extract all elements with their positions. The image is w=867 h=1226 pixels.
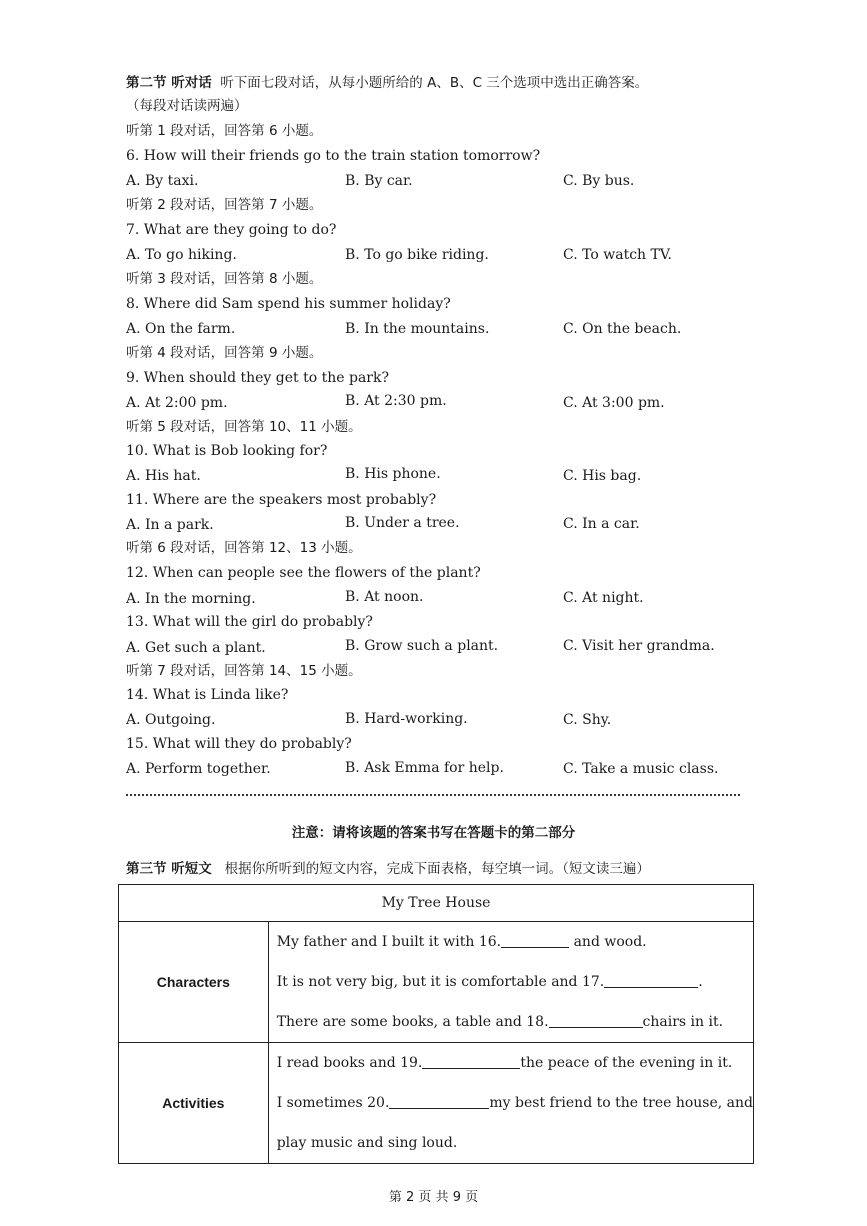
- q15-option-c: C. Take a music class.: [563, 761, 719, 777]
- q8-option-b: B. In the mountains.: [345, 321, 490, 337]
- q10-option-a: A. His hat.: [126, 468, 201, 484]
- q10-option-c: C. His bag.: [563, 468, 642, 484]
- row17-text-after: .: [698, 974, 703, 990]
- table-row-18: [277, 1002, 753, 1042]
- characters-content: [268, 922, 753, 1043]
- dialog-5-heading: 听第 5 段对话，回答第 10、11 小题。: [126, 419, 362, 435]
- section2-title: [126, 74, 648, 92]
- table-row-20: [277, 1083, 753, 1123]
- q13-option-a: A. Get such a plant.: [126, 640, 266, 656]
- section2-instructions: 听下面七段对话，从每小题所给的 A、B、C 三个选项中选出正确答案。: [220, 75, 649, 91]
- blank-19[interactable]: [422, 1054, 520, 1069]
- question-12: 12. When can people see the flowers of the plant?: [126, 565, 481, 581]
- dotted-divider: [126, 794, 740, 796]
- q9-option-b: B. At 2:30 pm.: [345, 393, 447, 409]
- table-row-16: [277, 922, 753, 962]
- q6-option-b: B. By car.: [345, 173, 413, 189]
- dialog-3-heading: 听第 3 段对话，回答第 8 小题。: [126, 271, 323, 287]
- q12-option-c: C. At night.: [563, 590, 644, 606]
- q14-option-a: A. Outgoing.: [126, 712, 216, 728]
- row18-text-before: There are some books, a table and 18.: [276, 1014, 549, 1030]
- table-row-17: [277, 962, 753, 1002]
- page-number: 第 2 页 共 9 页: [388, 1190, 479, 1205]
- tree-house-table: [118, 884, 754, 1164]
- activities-content: [268, 1043, 753, 1164]
- q7-option-a: A. To go hiking.: [126, 247, 237, 263]
- q11-option-a: A. In a park.: [126, 517, 214, 533]
- q11-option-c: C. In a car.: [563, 516, 640, 532]
- q7-option-b: B. To go bike riding.: [345, 247, 489, 263]
- row16-text-after: and wood.: [569, 934, 647, 950]
- q9-option-c: C. At 3:00 pm.: [563, 395, 665, 411]
- question-8: 8. Where did Sam spend his summer holiday?: [126, 296, 451, 312]
- q14-option-c: C. Shy.: [563, 712, 612, 728]
- blank-18[interactable]: [549, 1013, 643, 1028]
- dialog-7-heading: 听第 7 段对话，回答第 14、15 小题。: [126, 663, 362, 679]
- blank-20[interactable]: [389, 1094, 489, 1109]
- question-14: 14. What is Linda like?: [126, 687, 289, 703]
- row19-text-before: I read books and 19.: [276, 1055, 423, 1071]
- section3-heading: 第三节 听短文: [126, 861, 212, 877]
- table-title: My Tree House: [119, 885, 754, 922]
- q8-option-a: A. On the farm.: [126, 321, 236, 337]
- question-6: 6. How will their friends go to the train station tomorrow?: [126, 148, 541, 164]
- question-7: 7. What are they going to do?: [126, 222, 337, 238]
- q6-option-c: C. By bus.: [563, 173, 635, 189]
- row17-text-before: It is not very big, but it is comfortable and 17.: [276, 974, 605, 990]
- q13-option-b: B. Grow such a plant.: [345, 638, 499, 654]
- q12-option-a: A. In the morning.: [126, 591, 256, 607]
- question-15: 15. What will they do probably?: [126, 736, 352, 752]
- q6-option-a: A. By taxi.: [126, 173, 199, 189]
- dialog-2-heading: 听第 2 段对话，回答第 7 小题。: [126, 197, 323, 213]
- q10-option-b: B. His phone.: [345, 466, 441, 482]
- q15-option-b: B. Ask Emma for help.: [345, 760, 504, 776]
- question-10: 10. What is Bob looking for?: [126, 443, 328, 459]
- section2-heading: 第二节 听对话: [126, 75, 212, 91]
- q8-option-c: C. On the beach.: [563, 321, 682, 337]
- q14-option-b: B. Hard-working.: [345, 711, 468, 727]
- row20-text-after: my best friend to the tree house, and: [489, 1095, 753, 1111]
- dialog-6-heading: 听第 6 段对话，回答第 12、13 小题。: [126, 540, 362, 556]
- activities-label: Activities: [119, 1043, 269, 1164]
- row19-text-after: the peace of the evening in it.: [520, 1055, 733, 1071]
- answer-card-note: 注意：请将该题的答案书写在答题卡的第二部分: [291, 825, 576, 841]
- question-9: 9. When should they get to the park?: [126, 370, 389, 386]
- question-13: 13. What will the girl do probably?: [126, 614, 373, 630]
- q13-option-c: C. Visit her grandma.: [563, 638, 715, 654]
- table-row-19: [277, 1043, 753, 1083]
- q9-option-a: A. At 2:00 pm.: [126, 395, 228, 411]
- section3-instructions: 根据你所听到的短文内容，完成下面表格，每空填一词。（短文读三遍）: [224, 861, 650, 877]
- question-11: 11. Where are the speakers most probably?: [126, 492, 437, 508]
- dialog-4-heading: 听第 4 段对话，回答第 9 小题。: [126, 345, 323, 361]
- blank-17[interactable]: [604, 973, 698, 988]
- q12-option-b: B. At noon.: [345, 589, 424, 605]
- q15-option-a: A. Perform together.: [126, 761, 271, 777]
- row16-text-before: My father and I built it with 16.: [276, 934, 502, 950]
- characters-label: Characters: [119, 922, 269, 1043]
- blank-16[interactable]: [501, 933, 569, 948]
- section3-title: [126, 860, 650, 878]
- table-row-21: play music and sing loud.: [276, 1135, 458, 1151]
- dialog-1-heading: 听第 1 段对话，回答第 6 小题。: [126, 123, 323, 139]
- row20-text-before: I sometimes 20.: [276, 1095, 390, 1111]
- row18-text-after: chairs in it.: [642, 1014, 724, 1030]
- q7-option-c: C. To watch TV.: [563, 247, 672, 263]
- q11-option-b: B. Under a tree.: [345, 515, 460, 531]
- section2-subtitle: （每段对话读两遍）: [126, 98, 248, 114]
